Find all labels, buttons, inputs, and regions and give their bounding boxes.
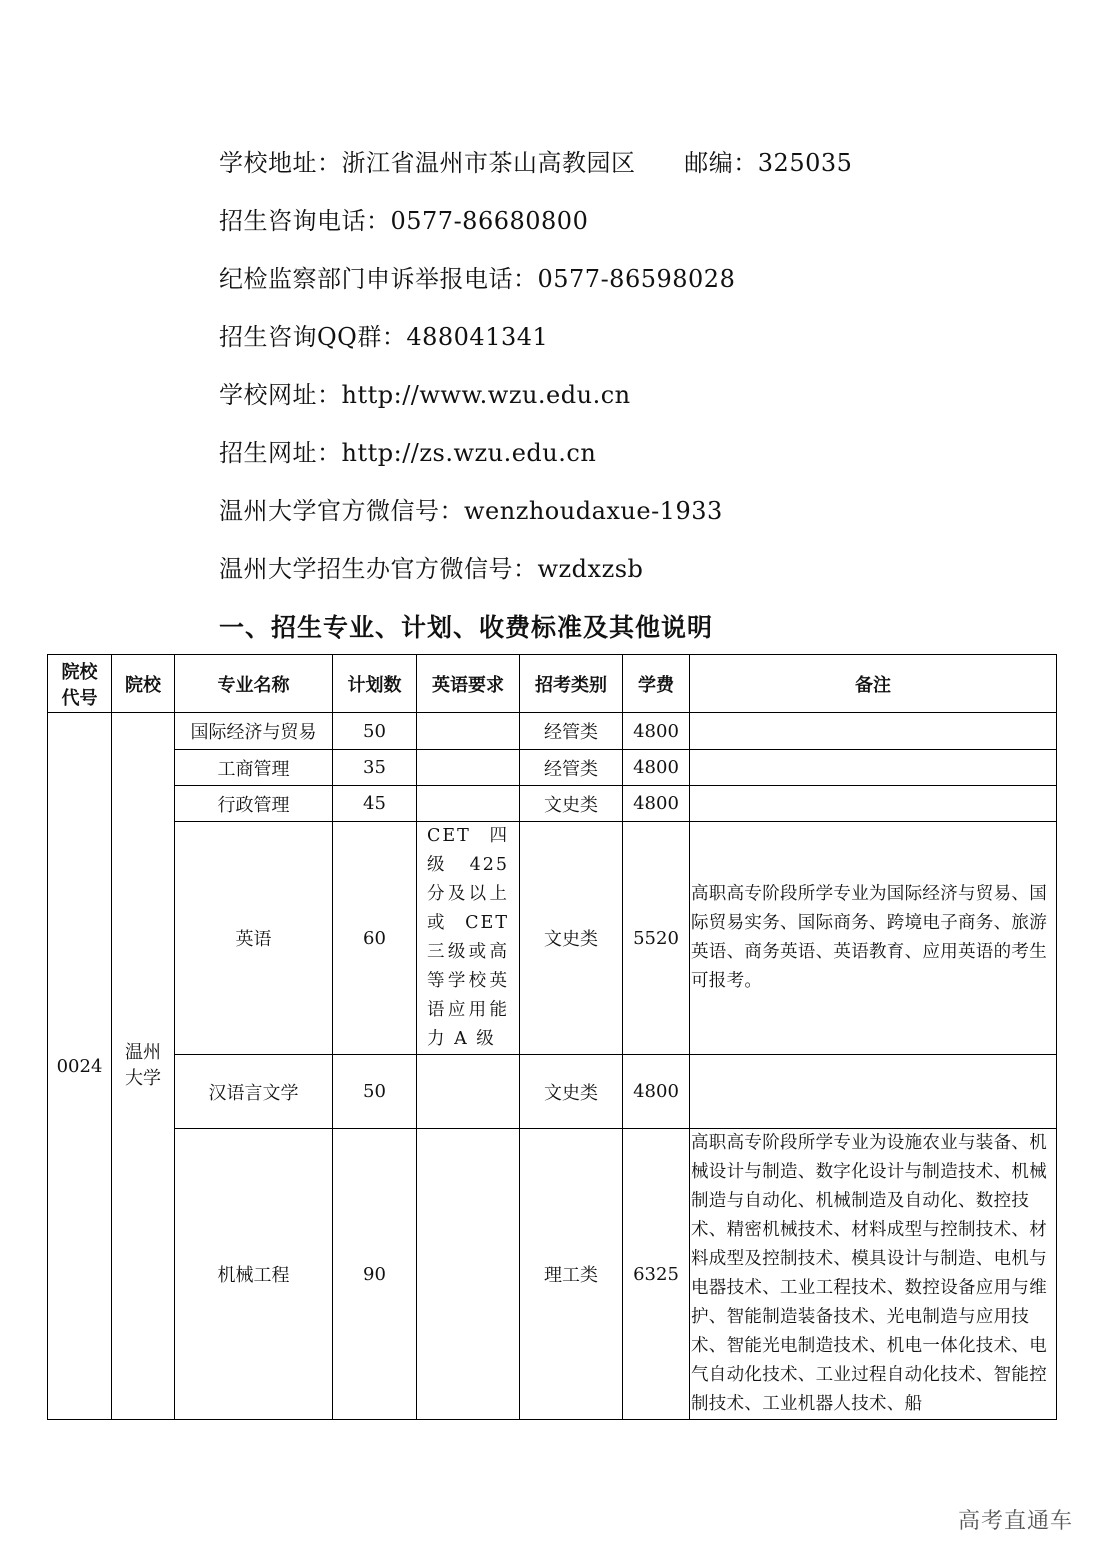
header-remark: 备注 [690,655,1057,713]
section-title: 一、招生专业、计划、收费标准及其他说明 [219,613,714,642]
english-cell [417,786,520,822]
category-cell: 经管类 [520,750,623,786]
category-cell: 文史类 [520,822,623,1055]
plan-cell: 90 [333,1129,417,1420]
english-cell [417,1055,520,1129]
table-header-row [48,655,1057,713]
plan-cell: 35 [333,750,417,786]
header-school: 院校 [112,655,175,713]
address-line [219,148,852,178]
table-row [48,713,1057,750]
header-code-line1: 院校 [61,661,98,683]
fee-cell: 6325 [623,1129,690,1420]
complaint-phone-line: 纪检监察部门申诉举报电话：0577-86598028 [219,265,736,293]
admission-site-line: 招生网址：http://zs.wzu.edu.cn [219,439,597,467]
school-name-line1: 温州 [125,1042,161,1063]
english-cell: CET 四级 425 分及以上或 CET 三级或高等学校英语应用能力 A 级 [417,822,520,1055]
header-school-code [48,655,112,713]
enrollment-plan-table [47,654,1057,1420]
plan-cell: 45 [333,786,417,822]
major-cell: 英语 [175,822,333,1055]
plan-cell: 50 [333,713,417,750]
watermark-text: 高考直通车 [957,1509,1073,1534]
category-cell: 文史类 [520,786,623,822]
header-category: 招考类别 [520,655,623,713]
table-row [48,750,1057,786]
fee-cell: 4800 [623,786,690,822]
qq-group-line: 招生咨询QQ群：488041341 [219,323,549,351]
fee-cell: 4800 [623,750,690,786]
wechat-admission-line: 温州大学招生办官方微信号：wzdxzsb [219,555,644,583]
category-cell: 经管类 [520,713,623,750]
header-major: 专业名称 [175,655,333,713]
table-row [48,786,1057,822]
school-code-cell: 0024 [48,713,112,1420]
table-row [48,1129,1057,1420]
postcode-text: 邮编：325035 [684,149,853,177]
major-cell: 机械工程 [175,1129,333,1420]
school-name-cell [112,713,175,1420]
wechat-official-line: 温州大学官方微信号：wenzhoudaxue-1933 [219,497,723,525]
major-cell: 行政管理 [175,786,333,822]
header-english: 英语要求 [417,655,520,713]
major-cell: 国际经济与贸易 [175,713,333,750]
category-cell: 文史类 [520,1055,623,1129]
english-cell [417,750,520,786]
fee-cell: 5520 [623,822,690,1055]
remark-cell [690,750,1057,786]
category-cell: 理工类 [520,1129,623,1420]
fee-cell: 4800 [623,713,690,750]
fee-cell: 4800 [623,1055,690,1129]
header-code-line2: 代号 [61,687,98,709]
header-fee: 学费 [623,655,690,713]
remark-cell [690,786,1057,822]
school-name-line2: 大学 [125,1068,161,1089]
table-row [48,1055,1057,1129]
remark-cell [690,1055,1057,1129]
plan-cell: 60 [333,822,417,1055]
major-cell: 工商管理 [175,750,333,786]
plan-cell: 50 [333,1055,417,1129]
remark-cell: 高职高专阶段所学专业为国际经济与贸易、国际贸易实务、国际商务、跨境电子商务、旅游英语、商务英语、英语教育、应用英语的考生可报考。 [690,822,1057,1055]
header-plan: 计划数 [333,655,417,713]
major-cell: 汉语言文学 [175,1055,333,1129]
english-cell [417,1129,520,1420]
table-row [48,822,1057,1055]
website-line: 学校网址：http://www.wzu.edu.cn [219,381,631,409]
address-text: 学校地址：浙江省温州市茶山高教园区 [219,149,636,177]
english-cell [417,713,520,750]
phone-line: 招生咨询电话：0577-86680800 [219,207,589,235]
remark-cell: 高职高专阶段所学专业为设施农业与装备、机械设计与制造、数字化设计与制造技术、机械制造与自动化、机械制造及自动化、数控技术、精密机械技术、材料成型与控制技术、材料成型及控制技术、模具设计与制造、电机与电器技术、工业工程技术、数控设备应用与维护、智能制造装备技术、光电制造与应用技术、智能光电制造技术、机电一体化技术、电气自动化技术、工业过程自动化技术、智能控制技术、工业机器人技术、船 [690,1129,1057,1420]
remark-cell [690,713,1057,750]
